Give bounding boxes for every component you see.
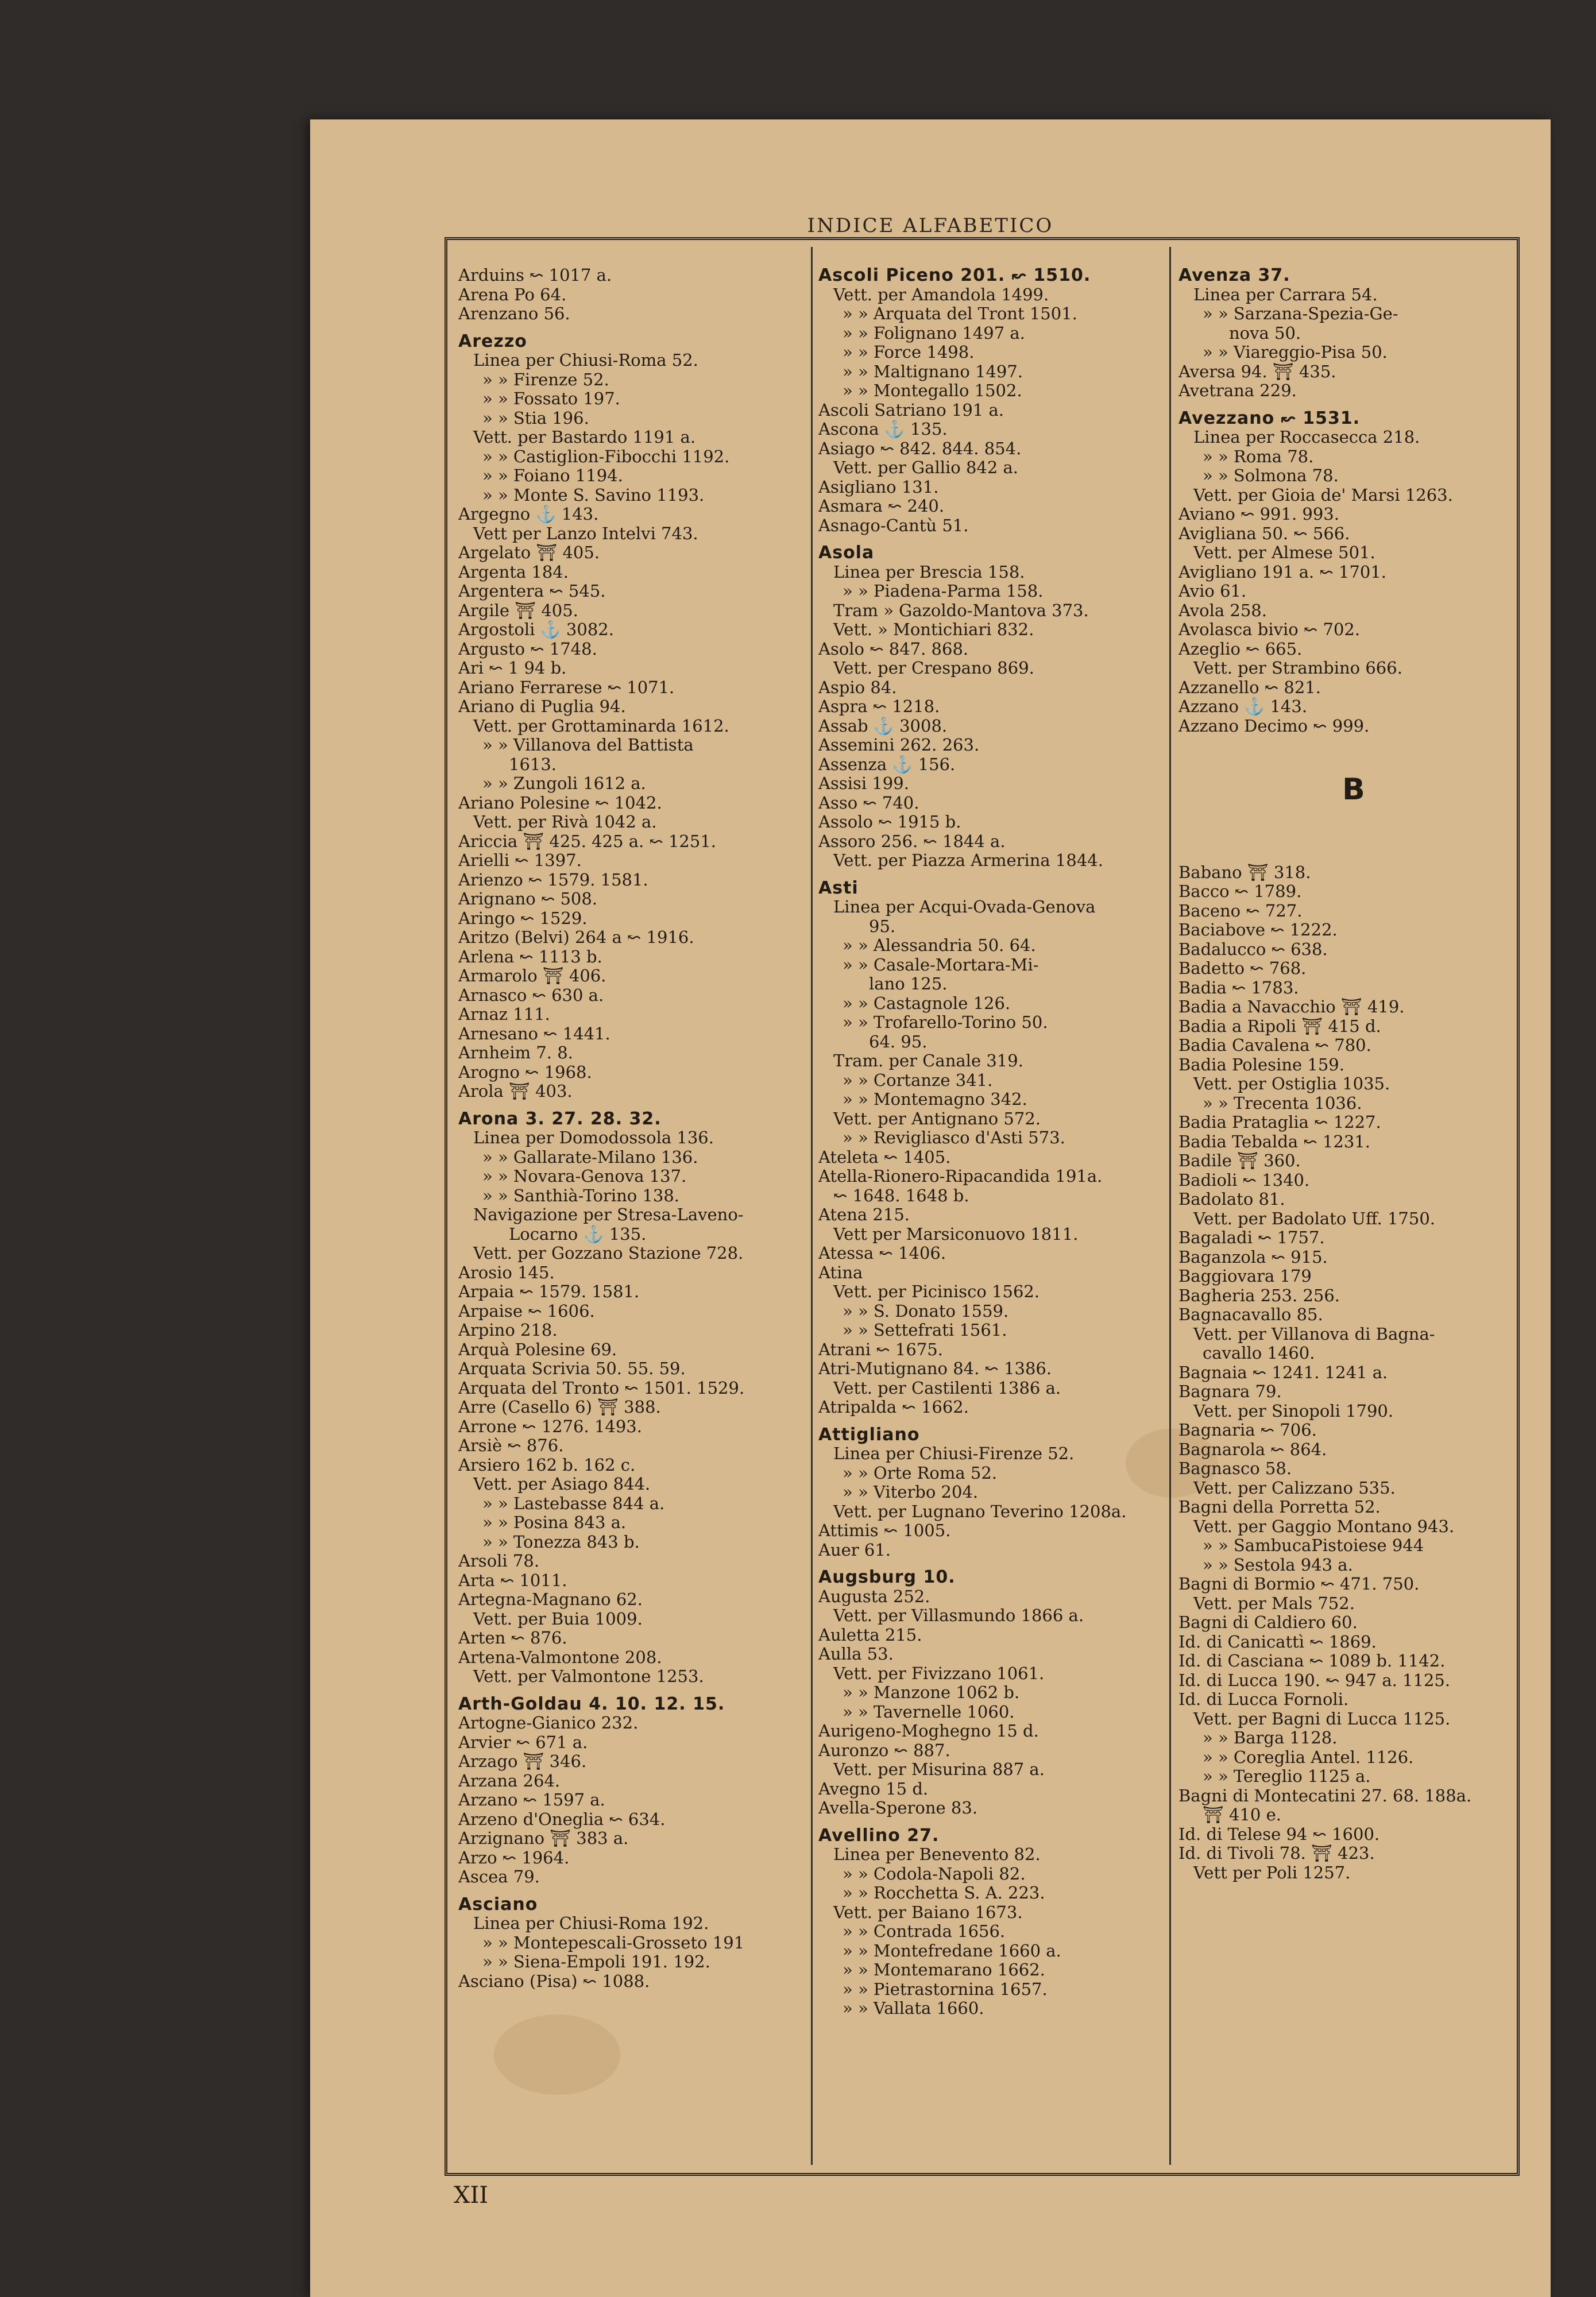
- index-entry: Linea per Benevento 82.: [833, 1845, 1041, 1864]
- index-entry: Aurigeno-Moghegno 15 d.: [818, 1722, 1039, 1741]
- index-entry: Asciano (Pisa) ↜ 1088.: [458, 1971, 650, 1991]
- index-entry: Artena-Valmontone 208.: [458, 1648, 662, 1667]
- index-entry: » » Pietrastornina 1657.: [843, 1979, 1048, 1999]
- index-entry: Artegna-Magnano 62.: [458, 1590, 643, 1609]
- index-entry: nova 50.: [1229, 323, 1301, 343]
- index-heading: Ascoli Piceno 201. ↜ 1510.: [818, 266, 1091, 285]
- index-entry: Arlena ↜ 1113 b.: [458, 947, 602, 966]
- index-entry: Linea per Domodossola 136.: [473, 1128, 714, 1147]
- index-entry: Arzago ⛩ 346.: [458, 1752, 587, 1771]
- index-entry: Vett. per Gioia de' Marsi 1263.: [1193, 485, 1453, 505]
- index-entry: Aspio 84.: [818, 678, 897, 697]
- index-entry: » » Tereglio 1125 a.: [1203, 1767, 1371, 1786]
- index-entry: Arogno ↜ 1968.: [458, 1062, 592, 1082]
- index-entry: Vett per Marsiconuovo 1811.: [833, 1224, 1079, 1244]
- index-entry: Bagheria 253. 256.: [1178, 1286, 1340, 1305]
- index-entry: » » Novara-Genova 137.: [482, 1167, 687, 1186]
- index-entry: 1613.: [509, 755, 557, 774]
- index-entry: Badolato 81.: [1178, 1190, 1285, 1209]
- index-entry: Argostoli ⚓ 3082.: [458, 620, 614, 639]
- index-entry: Baggiovara 179: [1178, 1267, 1312, 1286]
- index-entry: Vett. per Castilenti 1386 a.: [833, 1378, 1061, 1398]
- index-entry: Ascona ⚓ 135.: [818, 420, 948, 439]
- index-entry: Badile ⛩ 360.: [1178, 1151, 1301, 1170]
- index-entry: » » Montegallo 1502.: [843, 381, 1022, 400]
- index-entry: Argentera ↜ 545.: [458, 582, 606, 601]
- index-entry: Atessa ↜ 1406.: [818, 1244, 946, 1263]
- index-entry: Arre (Casello 6) ⛩ 388.: [458, 1398, 661, 1417]
- index-entry: Vett. per Gaggio Montano 943.: [1193, 1517, 1455, 1536]
- index-entry: Arenzano 56.: [458, 304, 570, 323]
- index-entry: Arta ↜ 1011.: [458, 1571, 567, 1590]
- index-entry: Id. di Lucca Fornoli.: [1178, 1690, 1349, 1709]
- index-entry: Baganzola ↜ 915.: [1178, 1247, 1328, 1267]
- index-entry: Ariccia ⛩ 425. 425 a. ↜ 1251.: [458, 832, 717, 851]
- index-entry: Vett. per Asiago 844.: [473, 1475, 651, 1494]
- index-entry: Vett. per Amandola 1499.: [833, 285, 1049, 304]
- index-entry: Arpaise ↜ 1606.: [458, 1301, 595, 1321]
- index-entry: » » Codola-Napoli 82.: [843, 1864, 1026, 1884]
- index-entry: Arienzo ↜ 1579. 1581.: [458, 870, 648, 890]
- index-entry: cavallo 1460.: [1203, 1344, 1315, 1363]
- index-entry: » » Vallata 1660.: [843, 1999, 984, 2018]
- index-entry: Ariano Polesine ↜ 1042.: [458, 793, 662, 813]
- index-entry: Assisi 199.: [818, 774, 909, 793]
- index-entry: Vett. » Montichiari 832.: [833, 620, 1034, 639]
- index-entry: Arnesano ↜ 1441.: [458, 1024, 610, 1043]
- index-entry: » » Santhià-Torino 138.: [482, 1186, 680, 1205]
- index-entry: Asiago ↜ 842. 844. 854.: [818, 439, 1022, 458]
- index-entry: » » Orte Roma 52.: [843, 1463, 998, 1483]
- index-entry: Arena Po 64.: [458, 285, 567, 304]
- index-entry: Badia a Ripoli ⛩ 415 d.: [1178, 1016, 1381, 1036]
- index-entry: » » Piadena-Parma 158.: [843, 582, 1044, 601]
- index-entry: Vett. per Crespano 869.: [833, 659, 1034, 678]
- index-entry: Babano ⛩ 318.: [1178, 863, 1311, 882]
- index-entry: Linea per Carrara 54.: [1193, 285, 1378, 304]
- index-entry: Asso ↜ 740.: [818, 793, 919, 813]
- index-entry: Assoro 256. ↜ 1844 a.: [818, 832, 1006, 851]
- index-entry: » » Siena-Empoli 191. 192.: [482, 1952, 710, 1971]
- index-entry: Arzano ↜ 1597 a.: [458, 1791, 605, 1809]
- index-entry: Arnasco ↜ 630 a.: [458, 985, 604, 1005]
- index-entry: Atripalda ↜ 1662.: [818, 1398, 969, 1417]
- index-entry: Vett. per Bagni di Lucca 1125.: [1193, 1709, 1451, 1728]
- index-entry: Vett. per Antignano 572.: [833, 1109, 1041, 1128]
- index-entry: » » Posina 843 a.: [482, 1513, 627, 1532]
- index-entry: » » SambucaPistoiese 944: [1203, 1536, 1424, 1555]
- index-entry: Aulla 53.: [818, 1645, 894, 1664]
- index-entry: Arzignano ⛩ 383 a.: [458, 1829, 629, 1848]
- index-entry: Aversa 94. ⛩ 435.: [1178, 362, 1336, 381]
- index-entry: » » Settefrati 1561.: [843, 1321, 1007, 1340]
- index-entry: ⛩ 410 e.: [1203, 1805, 1281, 1824]
- index-entry: Vett. per Misurina 887 a.: [833, 1760, 1045, 1779]
- index-entry: Vett. per Almese 501.: [1193, 543, 1375, 562]
- index-entry: ↜ 1648. 1648 b.: [833, 1186, 969, 1205]
- index-entry: » » Folignano 1497 a.: [843, 323, 1025, 343]
- index-entry: » » Solmona 78.: [1203, 466, 1339, 485]
- index-entry: » » Casale-Mortara-Mi-: [843, 955, 1039, 975]
- index-entry: » » Fossato 197.: [482, 389, 620, 408]
- index-entry: Bagnara 79.: [1178, 1382, 1282, 1401]
- index-entry: » » S. Donato 1559.: [843, 1301, 1009, 1321]
- column-rule: [811, 247, 813, 2165]
- index-entry: Arten ↜ 876.: [458, 1629, 567, 1648]
- index-entry: Vett. per Picinisco 1562.: [833, 1282, 1040, 1301]
- index-entry: » » Revigliasco d'Asti 573.: [843, 1128, 1065, 1147]
- running-head: INDICE ALFABETICO: [807, 214, 1054, 237]
- index-entry: Vett. per Gallio 842 a.: [833, 458, 1019, 477]
- index-entry: » » Zungoli 1612 a.: [482, 774, 646, 793]
- index-entry: Arzana 264.: [458, 1771, 561, 1791]
- index-entry: Id. di Canicattì ↜ 1869.: [1178, 1632, 1377, 1652]
- index-entry: Atrani ↜ 1675.: [818, 1340, 943, 1359]
- index-heading: Avezzano ↜ 1531.: [1178, 408, 1361, 428]
- index-entry: Atella-Rionero-Ripacandida 191a.: [818, 1167, 1103, 1186]
- index-entry: 64. 95.: [869, 1032, 928, 1051]
- index-entry: Avolasca bivio ↜ 702.: [1178, 620, 1361, 639]
- index-entry: » » Maltignano 1497.: [843, 362, 1023, 381]
- index-entry: Tram. per Canale 319.: [833, 1051, 1023, 1070]
- index-entry: Badia ↜ 1783.: [1178, 978, 1299, 997]
- index-entry: » » Castagnole 126.: [843, 993, 1011, 1013]
- index-entry: Vett. per Fivizzano 1061.: [833, 1664, 1045, 1683]
- index-entry: Augusta 252.: [818, 1587, 930, 1606]
- index-entry: Vett. per Buia 1009.: [473, 1609, 643, 1629]
- index-column-1: [458, 266, 809, 1991]
- index-entry: » » Force 1498.: [843, 343, 975, 362]
- index-entry: Vett. per Sinopoli 1790.: [1193, 1401, 1394, 1421]
- index-entry: Auronzo ↜ 887.: [818, 1741, 950, 1760]
- index-entry: » » Contrada 1656.: [843, 1922, 1006, 1941]
- index-heading: Arona 3. 27. 28. 32.: [458, 1109, 662, 1128]
- index-entry: Arvier ↜ 671 a.: [458, 1733, 588, 1752]
- index-entry: Avetrana 229.: [1178, 381, 1297, 400]
- index-entry: Bagni della Porretta 52.: [1178, 1498, 1381, 1517]
- index-entry: Badetto ↜ 768.: [1178, 959, 1307, 978]
- index-entry: Id. di Tivoli 78. ⛩ 423.: [1178, 1844, 1375, 1863]
- index-entry: Id. di Telese 94 ↜ 1600.: [1178, 1824, 1380, 1844]
- index-entry: » » Firenze 52.: [482, 370, 609, 389]
- index-entry: Aritzo (Belvi) 264 a ↜ 1916.: [458, 928, 694, 947]
- index-entry: Arignano ↜ 508.: [458, 890, 598, 908]
- index-entry: Vett. per Lugnano Teverino 1208a.: [833, 1502, 1127, 1521]
- index-entry: Azzanello ↜ 821.: [1178, 678, 1321, 697]
- index-entry: Auer 61.: [818, 1540, 891, 1560]
- index-entry: Arnaz 111.: [458, 1005, 550, 1024]
- index-entry: » » Cortanze 341.: [843, 1070, 993, 1090]
- index-entry: Bagnacavallo 85.: [1178, 1305, 1323, 1324]
- index-entry: Arsiero 162 b. 162 c.: [458, 1455, 636, 1475]
- index-entry: Asmara ↜ 240.: [818, 497, 945, 516]
- index-entry: Linea per Chiusi-Roma 52.: [473, 351, 698, 370]
- index-entry: Vett. per Ostiglia 1035.: [1193, 1074, 1390, 1093]
- index-entry: Tram » Gazoldo-Mantova 373.: [833, 601, 1089, 620]
- index-entry: Vett. per Grottaminarda 1612.: [473, 716, 729, 736]
- index-entry: lano 125.: [869, 975, 948, 993]
- index-entry: Badia a Navacchio ⛩ 419.: [1178, 997, 1405, 1016]
- index-entry: Arquà Polesine 69.: [458, 1340, 617, 1359]
- index-entry: Avella-Sperone 83.: [818, 1799, 978, 1818]
- index-entry: Linea per Acqui-Ovada-Genova: [833, 898, 1096, 917]
- index-entry: » » Alessandria 50. 64.: [843, 936, 1036, 955]
- index-entry: Ariano Ferrarese ↜ 1071.: [458, 678, 675, 697]
- index-entry: Arquata Scrivia 50. 55. 59.: [458, 1359, 686, 1378]
- index-entry: Vett. per Mals 752.: [1193, 1594, 1355, 1613]
- index-entry: Ari ↜ 1 94 b.: [458, 659, 567, 678]
- index-column-2: [818, 266, 1169, 2018]
- index-entry: Bacco ↜ 1789.: [1178, 882, 1302, 901]
- index-entry: Vett. per Valmontone 1253.: [473, 1667, 704, 1686]
- index-entry: » » Trecenta 1036.: [1203, 1093, 1362, 1113]
- index-entry: Badia Cavalena ↜ 780.: [1178, 1036, 1371, 1055]
- index-entry: Arsoli 78.: [458, 1552, 540, 1571]
- index-entry: Vett. per Gozzano Stazione 728.: [473, 1244, 744, 1263]
- index-entry: Bagnasco 58.: [1178, 1459, 1292, 1478]
- index-entry: Linea per Brescia 158.: [833, 562, 1025, 582]
- index-entry: Azeglio ↜ 665.: [1178, 639, 1303, 659]
- index-entry: Arnheim 7. 8.: [458, 1043, 573, 1062]
- index-entry: Ateleta ↜ 1405.: [818, 1147, 951, 1167]
- index-entry: Badioli ↜ 1340.: [1178, 1170, 1310, 1190]
- index-entry: Argusto ↜ 1748.: [458, 639, 597, 659]
- index-entry: Bagnaria ↜ 706.: [1178, 1421, 1317, 1440]
- index-entry: Arquata del Tronto ↜ 1501. 1529.: [458, 1378, 745, 1398]
- index-entry: Assemini 262. 263.: [818, 736, 980, 755]
- index-heading: Asti: [818, 878, 859, 898]
- index-entry: Armarolo ⛩ 406.: [458, 966, 606, 985]
- index-entry: » » Gallarate-Milano 136.: [482, 1147, 698, 1167]
- index-entry: Arielli ↜ 1397.: [458, 851, 582, 870]
- index-entry: Azzano Decimo ↜ 999.: [1178, 716, 1370, 736]
- index-entry: Vett. per Baiano 1673.: [833, 1902, 1023, 1922]
- index-entry: Bagni di Caldiero 60.: [1178, 1613, 1358, 1632]
- index-heading: Avellino 27.: [818, 1826, 940, 1845]
- index-entry: » » Tonezza 843 b.: [482, 1532, 640, 1552]
- index-entry: Atri-Mutignano 84. ↜ 1386.: [818, 1359, 1052, 1378]
- index-entry: Artogne-Gianico 232.: [458, 1714, 639, 1733]
- index-entry: » » Manzone 1062 b.: [843, 1683, 1020, 1702]
- index-entry: Vett. per Bastardo 1191 a.: [473, 428, 696, 447]
- index-entry: Linea per Chiusi-Firenze 52.: [833, 1444, 1075, 1463]
- index-entry: Auletta 215.: [818, 1625, 922, 1645]
- index-entry: Azzano ⚓ 143.: [1178, 697, 1308, 716]
- section-letter: B: [1342, 772, 1365, 807]
- index-entry: Vett. per Rivà 1042 a.: [473, 813, 657, 832]
- index-entry: Asolo ↜ 847. 868.: [818, 639, 969, 659]
- index-entry: Badia Polesine 159.: [1178, 1055, 1344, 1074]
- index-entry: Linea per Roccasecca 218.: [1193, 428, 1420, 447]
- index-entry: Id. di Casciana ↜ 1089 b. 1142.: [1178, 1652, 1446, 1670]
- index-entry: Arzo ↜ 1964.: [458, 1848, 570, 1867]
- index-entry: Atena 215.: [818, 1205, 910, 1224]
- index-entry: Ascea 79.: [458, 1867, 540, 1886]
- index-entry: Attimis ↜ 1005.: [818, 1521, 951, 1540]
- index-entry: Bagnarola ↜ 864.: [1178, 1440, 1327, 1459]
- index-entry: Bagni di Bormio ↜ 471. 750.: [1178, 1575, 1420, 1594]
- index-entry: » » Tavernelle 1060.: [843, 1702, 1015, 1722]
- index-entry: Argegno ⚓ 143.: [458, 505, 599, 524]
- index-entry: Vett. per Badolato Uff. 1750.: [1193, 1209, 1435, 1228]
- index-entry: » » Montepescali-Grosseto 191: [482, 1933, 745, 1952]
- index-entry: Bagnaia ↜ 1241. 1241 a.: [1178, 1363, 1388, 1382]
- index-entry: Arpaia ↜ 1579. 1581.: [458, 1282, 640, 1301]
- index-entry: » » Lastebasse 844 a.: [482, 1494, 665, 1513]
- index-heading: Augsburg 10.: [818, 1568, 956, 1587]
- index-entry: Atina: [818, 1263, 863, 1282]
- index-entry: Argelato ⛩ 405.: [458, 543, 600, 562]
- index-entry: » » Trofarello-Torino 50.: [843, 1013, 1048, 1032]
- index-heading: Asola: [818, 543, 875, 563]
- index-entry: Bagaladi ↜ 1757.: [1178, 1228, 1325, 1247]
- index-entry: Baceno ↜ 727.: [1178, 901, 1303, 921]
- index-heading: Arezzo: [458, 331, 527, 351]
- index-entry: Argile ⛩ 405.: [458, 601, 578, 620]
- index-entry: Assolo ↜ 1915 b.: [818, 813, 961, 832]
- index-entry: Arosio 145.: [458, 1263, 555, 1282]
- index-entry: » » Montefredane 1660 a.: [843, 1941, 1061, 1960]
- index-entry: Badia Prataglia ↜ 1227.: [1178, 1113, 1381, 1132]
- index-entry: » » Coreglia Antel. 1126.: [1203, 1747, 1414, 1767]
- index-entry: » » Arquata del Tront 1501.: [843, 304, 1077, 323]
- index-entry: » » Montemagno 342.: [843, 1090, 1027, 1109]
- index-entry: Locarno ⚓ 135.: [509, 1224, 647, 1244]
- index-entry: Ariano di Puglia 94.: [458, 697, 626, 716]
- index-entry: » » Barga 1128.: [1203, 1728, 1338, 1747]
- index-entry: Avigliano 191 a. ↜ 1701.: [1178, 562, 1387, 582]
- index-entry: » » Sestola 943 a.: [1203, 1555, 1353, 1575]
- index-entry: Vett. per Villanova di Bagna-: [1193, 1324, 1435, 1344]
- index-entry: Vett per Poli 1257.: [1193, 1863, 1351, 1882]
- index-entry: » » Stia 196.: [482, 408, 589, 428]
- index-entry: Avigliana 50. ↜ 566.: [1178, 524, 1350, 543]
- index-entry: Badalucco ↜ 638.: [1178, 939, 1328, 959]
- index-entry: » » Castiglion-Fibocchi 1192.: [482, 447, 730, 466]
- index-entry: Arpino 218.: [458, 1321, 558, 1340]
- index-entry: Arola ⛩ 403.: [458, 1082, 573, 1101]
- index-entry: Aringo ↜ 1529.: [458, 908, 588, 928]
- index-entry: Vett. per Strambino 666.: [1193, 659, 1402, 678]
- index-entry: Asigliano 131.: [818, 477, 939, 497]
- index-heading: Avenza 37.: [1178, 266, 1290, 285]
- index-entry: Aviano ↜ 991. 993.: [1178, 505, 1339, 524]
- index-entry: Argenta 184.: [458, 562, 569, 582]
- index-entry: Vett. per Piazza Armerina 1844.: [833, 851, 1103, 870]
- index-entry: » » Monte S. Savino 1193.: [482, 485, 705, 505]
- index-entry: » » Montemarano 1662.: [843, 1960, 1045, 1979]
- index-entry: » » Foiano 1194.: [482, 466, 623, 485]
- index-entry: 95.: [869, 917, 896, 936]
- index-heading: Arth-Goldau 4. 10. 12. 15.: [458, 1694, 725, 1714]
- index-entry: Vett. per Villasmundo 1866 a.: [833, 1606, 1084, 1625]
- index-entry: » » Viterbo 204.: [843, 1483, 979, 1502]
- index-entry: » » Rocchetta S. A. 223.: [843, 1884, 1045, 1902]
- book-page: [310, 119, 1551, 2297]
- page-number: XII: [454, 2182, 489, 2209]
- index-entry: Ascoli Satriano 191 a.: [818, 400, 1004, 420]
- index-entry: Assenza ⚓ 156.: [818, 755, 956, 774]
- index-entry: Avio 61.: [1178, 582, 1247, 601]
- index-entry: Vett. per Calizzano 535.: [1193, 1478, 1396, 1498]
- column-rule: [1169, 247, 1171, 2165]
- index-entry: Arzeno d'Oneglia ↜ 634.: [458, 1809, 666, 1829]
- index-entry: Linea per Chiusi-Roma 192.: [473, 1914, 709, 1933]
- index-entry: Avegno 15 d.: [818, 1779, 929, 1799]
- index-entry: Aspra ↜ 1218.: [818, 697, 940, 716]
- index-entry: Id. di Lucca 190. ↜ 947 a. 1125.: [1178, 1670, 1451, 1690]
- index-heading: Asciano: [458, 1894, 538, 1914]
- index-entry: Arsiè ↜ 876.: [458, 1436, 564, 1455]
- index-heading: Attigliano: [818, 1425, 920, 1444]
- index-entry: Arduins ↜ 1017 a.: [458, 266, 612, 285]
- index-column-3: [1178, 266, 1529, 1882]
- index-entry: » » Roma 78.: [1203, 447, 1314, 466]
- index-entry: Assab ⚓ 3008.: [818, 716, 948, 736]
- index-entry: » » Viareggio-Pisa 50.: [1203, 343, 1388, 362]
- index-entry: Avola 258.: [1178, 601, 1267, 620]
- index-entry: Baciabove ↜ 1222.: [1178, 921, 1338, 939]
- index-entry: Vett per Lanzo Intelvi 743.: [473, 524, 698, 543]
- index-entry: Badia Tebalda ↜ 1231.: [1178, 1132, 1370, 1151]
- index-entry: » » Villanova del Battista: [482, 736, 694, 755]
- index-entry: Bagni di Montecatini 27. 68. 188a.: [1178, 1786, 1472, 1805]
- index-entry: Arrone ↜ 1276. 1493.: [458, 1417, 642, 1436]
- index-entry: Navigazione per Stresa-Laveno-: [473, 1205, 744, 1224]
- index-entry: Asnago-Cantù 51.: [818, 516, 969, 535]
- index-entry: » » Sarzana-Spezia-Ge-: [1203, 304, 1398, 323]
